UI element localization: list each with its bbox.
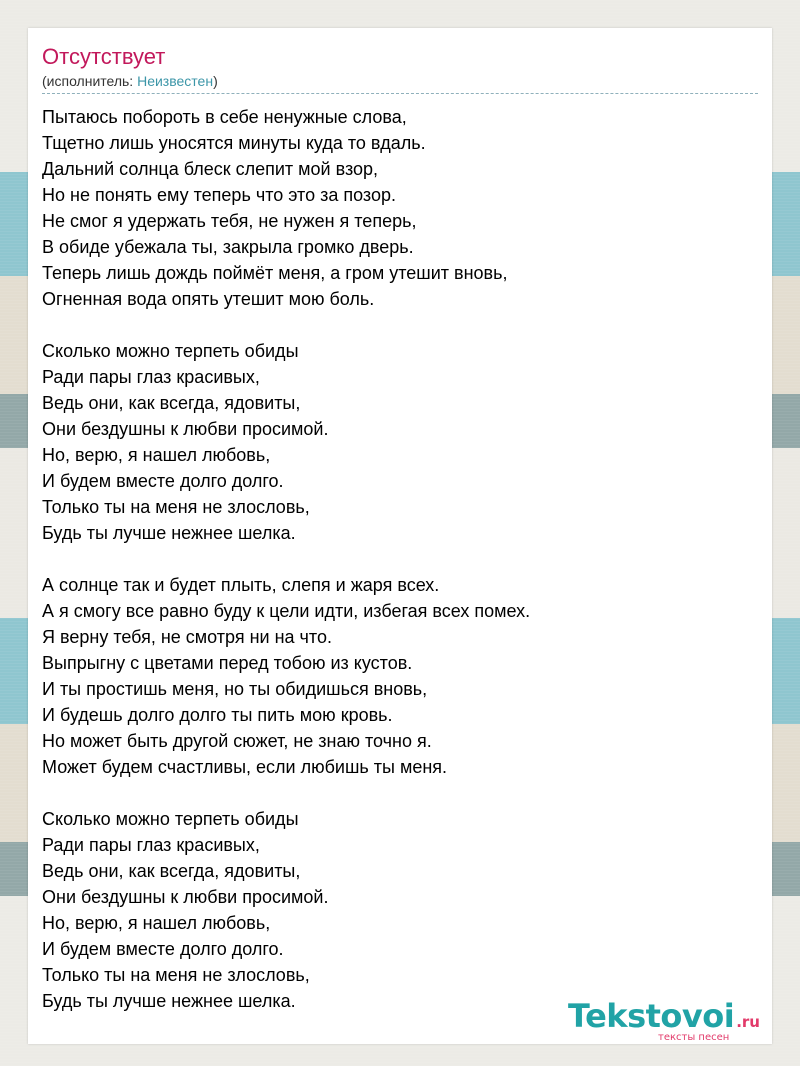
lyric-line: Дальний солнца блеск слепит мой взор,	[42, 159, 379, 179]
lyric-line: Ради пары глаз красивых,	[42, 835, 260, 855]
lyrics-card	[28, 28, 772, 1044]
lyric-line: Ведь они, как всегда, ядовиты,	[42, 393, 301, 413]
lyric-line: Но, верю, я нашел любовь,	[42, 445, 271, 465]
lyric-line: Теперь лишь дождь поймёт меня, а гром утешит вновь,	[42, 263, 508, 283]
lyric-line: В обиде убежала ты, закрыла громко дверь.	[42, 237, 414, 257]
lyric-line: И ты простишь меня, но ты обидишься вновь,	[42, 679, 428, 699]
lyric-line: Не смог я удержать тебя, не нужен я теперь,	[42, 211, 417, 231]
lyric-line: Я верну тебя, не смотря ни на что.	[42, 627, 332, 647]
song-header	[42, 44, 758, 90]
lyric-line: И будем вместе долго долго.	[42, 939, 284, 959]
lyric-line: Но может быть другой сюжет, не знаю точно я.	[42, 731, 432, 751]
stanza-3	[42, 572, 758, 780]
stanza-4	[42, 806, 758, 1014]
logo-tld: .ru	[736, 1013, 760, 1031]
logo-tagline: тексты песен	[658, 1032, 730, 1043]
lyric-line: Пытаюсь побороть в себе ненужные слова,	[42, 107, 407, 127]
lyric-line: Тщетно лишь уносятся минуты куда то вдаль.	[42, 133, 426, 153]
logo-name: Tekstovoi	[568, 997, 735, 1035]
lyric-line: А солнце так и будет плыть, слепя и жаря всех.	[42, 575, 440, 595]
lyric-line: Только ты на меня не злословь,	[42, 497, 310, 517]
artist-prefix: (исполнитель:	[42, 73, 138, 89]
lyric-line: Но не понять ему теперь что это за позор.	[42, 185, 396, 205]
lyric-line: Будь ты лучше нежнее шелка.	[42, 523, 296, 543]
lyric-line: Выпрыгну с цветами перед тобою из кустов.	[42, 653, 413, 673]
lyric-line: И будем вместе долго долго.	[42, 471, 284, 491]
lyric-line: Они бездушны к любви просимой.	[42, 887, 329, 907]
lyric-line: Но, верю, я нашел любовь,	[42, 913, 271, 933]
lyric-line: Сколько можно терпеть обиды	[42, 341, 299, 361]
lyric-line: Они бездушны к любви просимой.	[42, 419, 329, 439]
song-title: Отсутствует	[42, 44, 166, 69]
lyric-line: Сколько можно терпеть обиды	[42, 809, 299, 829]
artist-line	[42, 72, 758, 90]
lyric-line: Ради пары глаз красивых,	[42, 367, 260, 387]
lyric-line: Ведь они, как всегда, ядовиты,	[42, 861, 301, 881]
lyric-line: Огненная вода опять утешит мою боль.	[42, 289, 375, 309]
lyric-line: Только ты на меня не злословь,	[42, 965, 310, 985]
artist-suffix: )	[213, 73, 218, 89]
header-divider	[42, 93, 758, 94]
artist-link[interactable]: Неизвестен	[137, 73, 214, 89]
lyric-line: А я смогу все равно буду к цели идти, избегая всех помех.	[42, 601, 531, 621]
stanza-1	[42, 104, 758, 312]
lyrics-text	[42, 104, 758, 1040]
site-logo[interactable]	[568, 998, 768, 1042]
lyric-line: И будешь долго долго ты пить мою кровь.	[42, 705, 393, 725]
stanza-2	[42, 338, 758, 546]
lyric-line: Может будем счастливы, если любишь ты меня.	[42, 757, 448, 777]
lyric-line: Будь ты лучше нежнее шелка.	[42, 991, 296, 1011]
